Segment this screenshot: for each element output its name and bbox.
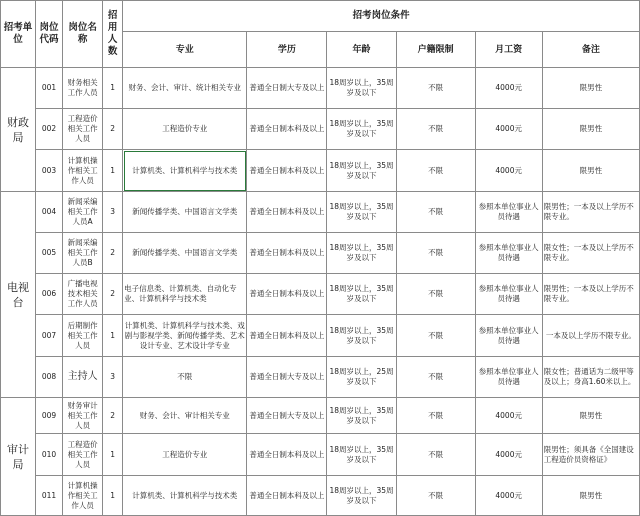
notes-cell: 限男性；一本及以上学历不限专业。: [542, 192, 639, 233]
notes-cell: 限男性；一本及以上学历不限专业。: [542, 274, 639, 315]
notes-cell: 限女性；一本及以上学历不限专业。: [542, 233, 639, 274]
header-code: 岗位代码: [36, 1, 63, 68]
salary-cell: 4000元: [475, 150, 542, 192]
header-count: 招用人数: [103, 1, 123, 68]
code-cell: 006: [36, 274, 63, 315]
header-salary: 月工资: [475, 32, 542, 68]
position-name-cell: 后期制作相关工作人员: [63, 315, 103, 357]
count-cell: 3: [103, 357, 123, 398]
education-cell: 普通全日制大专及以上: [247, 398, 327, 434]
code-cell: 002: [36, 109, 63, 150]
position-name-cell: 主持人: [63, 357, 103, 398]
header-hukou: 户籍限制: [396, 32, 475, 68]
major-cell: 工程造价专业: [123, 109, 247, 150]
major-cell: 计算机类、计算机科学与技术类、戏剧与影视学类、新闻传播学类、艺术设计专业、艺术设计学专业: [123, 315, 247, 357]
hukou-cell: 不限: [396, 274, 475, 315]
notes-cell: 限男性: [542, 398, 639, 434]
count-cell: 3: [103, 192, 123, 233]
salary-cell: 4000元: [475, 476, 542, 516]
age-cell: 18周岁以上，35周岁及以下: [327, 398, 396, 434]
education-cell: 普通全日制本科及以上: [247, 192, 327, 233]
education-cell: 普通全日制本科及以上: [247, 274, 327, 315]
hukou-cell: 不限: [396, 109, 475, 150]
unit-cell: 电视台: [1, 192, 36, 398]
education-cell: 普通全日制本科及以上: [247, 476, 327, 516]
age-cell: 18周岁以上，35周岁及以下: [327, 233, 396, 274]
table-row: [1, 398, 640, 434]
age-cell: 18周岁以上，35周岁及以下: [327, 109, 396, 150]
code-cell: 001: [36, 68, 63, 109]
table-row: [1, 434, 640, 476]
code-cell: 011: [36, 476, 63, 516]
position-name-cell: 计算机操作相关工作人员: [63, 150, 103, 192]
education-cell: 普通全日制本科及以上: [247, 109, 327, 150]
code-cell: 007: [36, 315, 63, 357]
salary-cell: 参照本单位事业人员待遇: [475, 357, 542, 398]
major-cell: 财务、会计、审计、统计相关专业: [123, 68, 247, 109]
age-cell: 18周岁以上，35周岁及以下: [327, 274, 396, 315]
header-age: 年龄: [327, 32, 396, 68]
notes-cell: 限男性；须具备《全国建设工程造价员资格证》: [542, 434, 639, 476]
position-name-cell: 财务审计相关工作人员: [63, 398, 103, 434]
age-cell: 18周岁以上，35周岁及以下: [327, 476, 396, 516]
hukou-cell: 不限: [396, 357, 475, 398]
header-unit: 招考单位: [1, 1, 36, 68]
header-conditions: 招考岗位条件: [123, 1, 640, 32]
salary-cell: 参照本单位事业人员待遇: [475, 192, 542, 233]
education-cell: 普通全日制本科及以上: [247, 315, 327, 357]
table-row: [1, 150, 640, 192]
major-cell: 财务、会计、审计相关专业: [123, 398, 247, 434]
notes-cell: 限男性: [542, 150, 639, 192]
count-cell: 2: [103, 109, 123, 150]
major-cell: 新闻传播学类、中国语言文学类: [123, 192, 247, 233]
table-row: [1, 476, 640, 516]
hukou-cell: 不限: [396, 68, 475, 109]
notes-cell: 限男性: [542, 476, 639, 516]
education-cell: 普通全日制本科及以上: [247, 150, 327, 192]
education-cell: 普通全日制本科及以上: [247, 233, 327, 274]
hukou-cell: 不限: [396, 150, 475, 192]
code-cell: 005: [36, 233, 63, 274]
code-cell: 009: [36, 398, 63, 434]
major-cell-selected[interactable]: 计算机类、计算机科学与技术类: [123, 150, 247, 192]
count-cell: 1: [103, 68, 123, 109]
major-cell: 电子信息类、计算机类、自动化专业、计算机科学与技术类: [123, 274, 247, 315]
table-row: [1, 68, 640, 109]
count-cell: 1: [103, 434, 123, 476]
position-name-cell: 工程造价相关工作人员: [63, 434, 103, 476]
major-cell: 不限: [123, 357, 247, 398]
education-cell: 普通全日制本科及以上: [247, 434, 327, 476]
salary-cell: 参照本单位事业人员待遇: [475, 233, 542, 274]
count-cell: 2: [103, 233, 123, 274]
hukou-cell: 不限: [396, 398, 475, 434]
salary-cell: 参照本单位事业人员待遇: [475, 274, 542, 315]
age-cell: 18周岁以上，35周岁及以下: [327, 434, 396, 476]
hukou-cell: 不限: [396, 315, 475, 357]
salary-cell: 4000元: [475, 398, 542, 434]
hukou-cell: 不限: [396, 192, 475, 233]
header-education: 学历: [247, 32, 327, 68]
header-notes: 备注: [542, 32, 639, 68]
age-cell: 18周岁以上，35周岁及以下: [327, 192, 396, 233]
notes-cell: 一本及以上学历不限专业。: [542, 315, 639, 357]
salary-cell: 参照本单位事业人员待遇: [475, 315, 542, 357]
code-cell: 004: [36, 192, 63, 233]
notes-cell: 限男性: [542, 109, 639, 150]
code-cell: 003: [36, 150, 63, 192]
count-cell: 1: [103, 476, 123, 516]
salary-cell: 4000元: [475, 109, 542, 150]
table-row: [1, 192, 640, 233]
table-row: [1, 315, 640, 357]
unit-cell: 审计局: [1, 398, 36, 516]
education-cell: 普通全日制大专及以上: [247, 68, 327, 109]
table-row: [1, 357, 640, 398]
header-name: 岗位名称: [63, 1, 103, 68]
position-name-cell: 计算机操作相关工作人员: [63, 476, 103, 516]
count-cell: 1: [103, 150, 123, 192]
hukou-cell: 不限: [396, 434, 475, 476]
salary-cell: 4000元: [475, 68, 542, 109]
header-row-top: [1, 1, 640, 32]
code-cell: 008: [36, 357, 63, 398]
table-row: [1, 233, 640, 274]
position-name-cell: 广播电视技术相关工作人员: [63, 274, 103, 315]
position-name-cell: 新闻采编相关工作人员A: [63, 192, 103, 233]
age-cell: 18周岁以上，25周岁及以下: [327, 357, 396, 398]
hukou-cell: 不限: [396, 476, 475, 516]
count-cell: 2: [103, 398, 123, 434]
count-cell: 2: [103, 274, 123, 315]
age-cell: 18周岁以上，35周岁及以下: [327, 315, 396, 357]
hukou-cell: 不限: [396, 233, 475, 274]
table-row: [1, 274, 640, 315]
position-name-cell: 新闻采编相关工作人员B: [63, 233, 103, 274]
notes-cell: 限女性；普通话为二级甲等及以上；身高1.60米以上。: [542, 357, 639, 398]
salary-cell: 4000元: [475, 434, 542, 476]
age-cell: 18周岁以上，35周岁及以下: [327, 150, 396, 192]
major-cell: 计算机类、计算机科学与技术类: [123, 476, 247, 516]
major-cell: 新闻传播学类、中国语言文学类: [123, 233, 247, 274]
code-cell: 010: [36, 434, 63, 476]
notes-cell: 限男性: [542, 68, 639, 109]
education-cell: 普通全日制大专及以上: [247, 357, 327, 398]
table-row: [1, 109, 640, 150]
age-cell: 18周岁以上，35周岁及以下: [327, 68, 396, 109]
count-cell: 1: [103, 315, 123, 357]
header-major: 专业: [123, 32, 247, 68]
position-name-cell: 工程造价相关工作人员: [63, 109, 103, 150]
major-cell: 工程造价专业: [123, 434, 247, 476]
position-name-cell: 财务相关工作人员: [63, 68, 103, 109]
unit-cell: 财政局: [1, 68, 36, 192]
